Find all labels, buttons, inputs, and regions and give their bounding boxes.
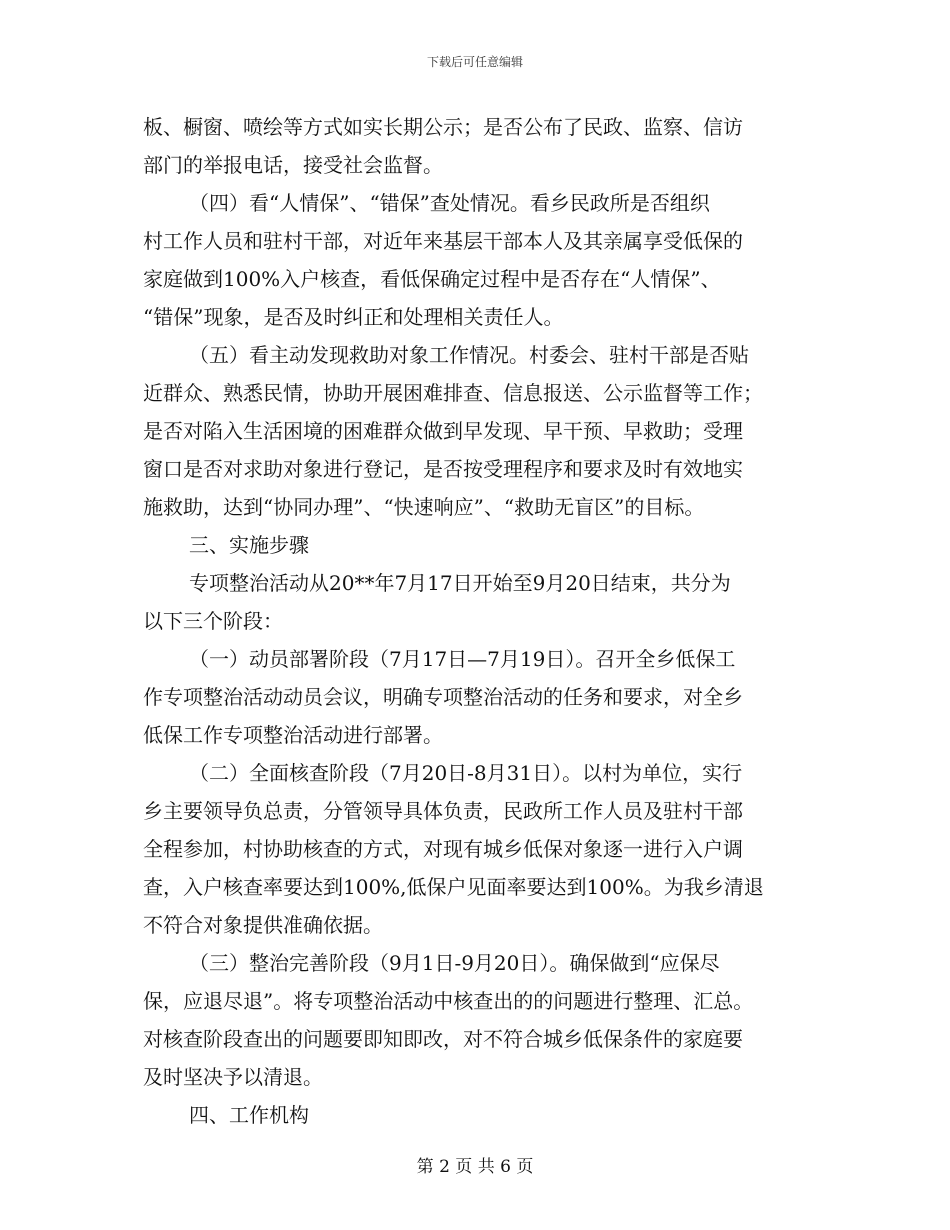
text-line: 施救助，达到“协同办理”、“快速响应”、“救助无盲区”的目标。	[143, 495, 705, 519]
paragraph-start: （一）动员部署阶段（7月17日—7月19日）。召开全乡低保工	[189, 647, 736, 671]
paragraph-start: （二）全面核查阶段（7月20日-8月31日）。以村为单位，实行	[189, 761, 743, 785]
section-heading: 三、实施步骤	[189, 533, 309, 557]
text-line: 板、橱窗、喷绘等方式如实长期公示；是否公布了民政、监察、信访	[143, 115, 743, 139]
section-heading: 四、工作机构	[189, 1103, 309, 1127]
paragraph-start: （三）整治完善阶段（9月1日-9月20日）。确保做到“应保尽	[189, 951, 720, 975]
header-note: 下载后可任意编辑	[426, 55, 523, 69]
text-line: 村工作人员和驻村干部，对近年来基层干部本人及其亲属享受低保的	[143, 229, 743, 253]
page-number: 第 2 页 共 6 页	[416, 1157, 534, 1177]
text-line: 以下三个阶段：	[143, 609, 283, 633]
text-line: 家庭做到100%入户核查，看低保确定过程中是否存在“人情保”、	[143, 267, 721, 291]
text-line: 部门的举报电话，接受社会监督。	[143, 153, 443, 177]
text-line: 全程参加，村协助核查的方式，对现有城乡低保对象逐一进行入户调	[143, 837, 743, 861]
document-body	[143, 108, 811, 1134]
text-line: 及时坚决予以清退。	[143, 1065, 323, 1089]
paragraph-start: 专项整治活动从20**年7月17日开始至9月20日结束，共分为	[189, 571, 731, 595]
paragraph-start: （五）看主动发现救助对象工作情况。村委会、驻村干部是否贴	[189, 343, 749, 367]
paragraph-start: （四）看“人情保”、“错保”查处情况。看乡民政所是否组织	[189, 191, 710, 215]
text-line: 不符合对象提供准确依据。	[143, 913, 383, 937]
text-line: 是否对陷入生活困境的困难群众做到早发现、早干预、早救助；受理	[143, 419, 743, 443]
text-line: 近群众、熟悉民情，协助开展困难排查、信息报送、公示监督等工作；	[143, 381, 763, 405]
text-line: “错保”现象，是否及时纠正和处理相关责任人。	[143, 305, 564, 329]
text-line: 对核查阶段查出的问题要即知即改，对不符合城乡低保条件的家庭要	[143, 1027, 743, 1051]
text-line: 作专项整治活动动员会议，明确专项整治活动的任务和要求，对全乡	[143, 685, 743, 709]
text-line: 保，应退尽退”。将专项整治活动中核查出的的问题进行整理、汇总。	[143, 989, 754, 1013]
text-line: 查，入户核查率要达到100%,低保户见面率要达到100%。为我乡清退	[143, 875, 764, 899]
text-line: 乡主要领导负总责，分管领导具体负责，民政所工作人员及驻村干部	[143, 799, 743, 823]
text-line: 低保工作专项整治活动进行部署。	[143, 723, 443, 747]
text-line: 窗口是否对求助对象进行登记，是否按受理程序和要求及时有效地实	[143, 457, 743, 481]
